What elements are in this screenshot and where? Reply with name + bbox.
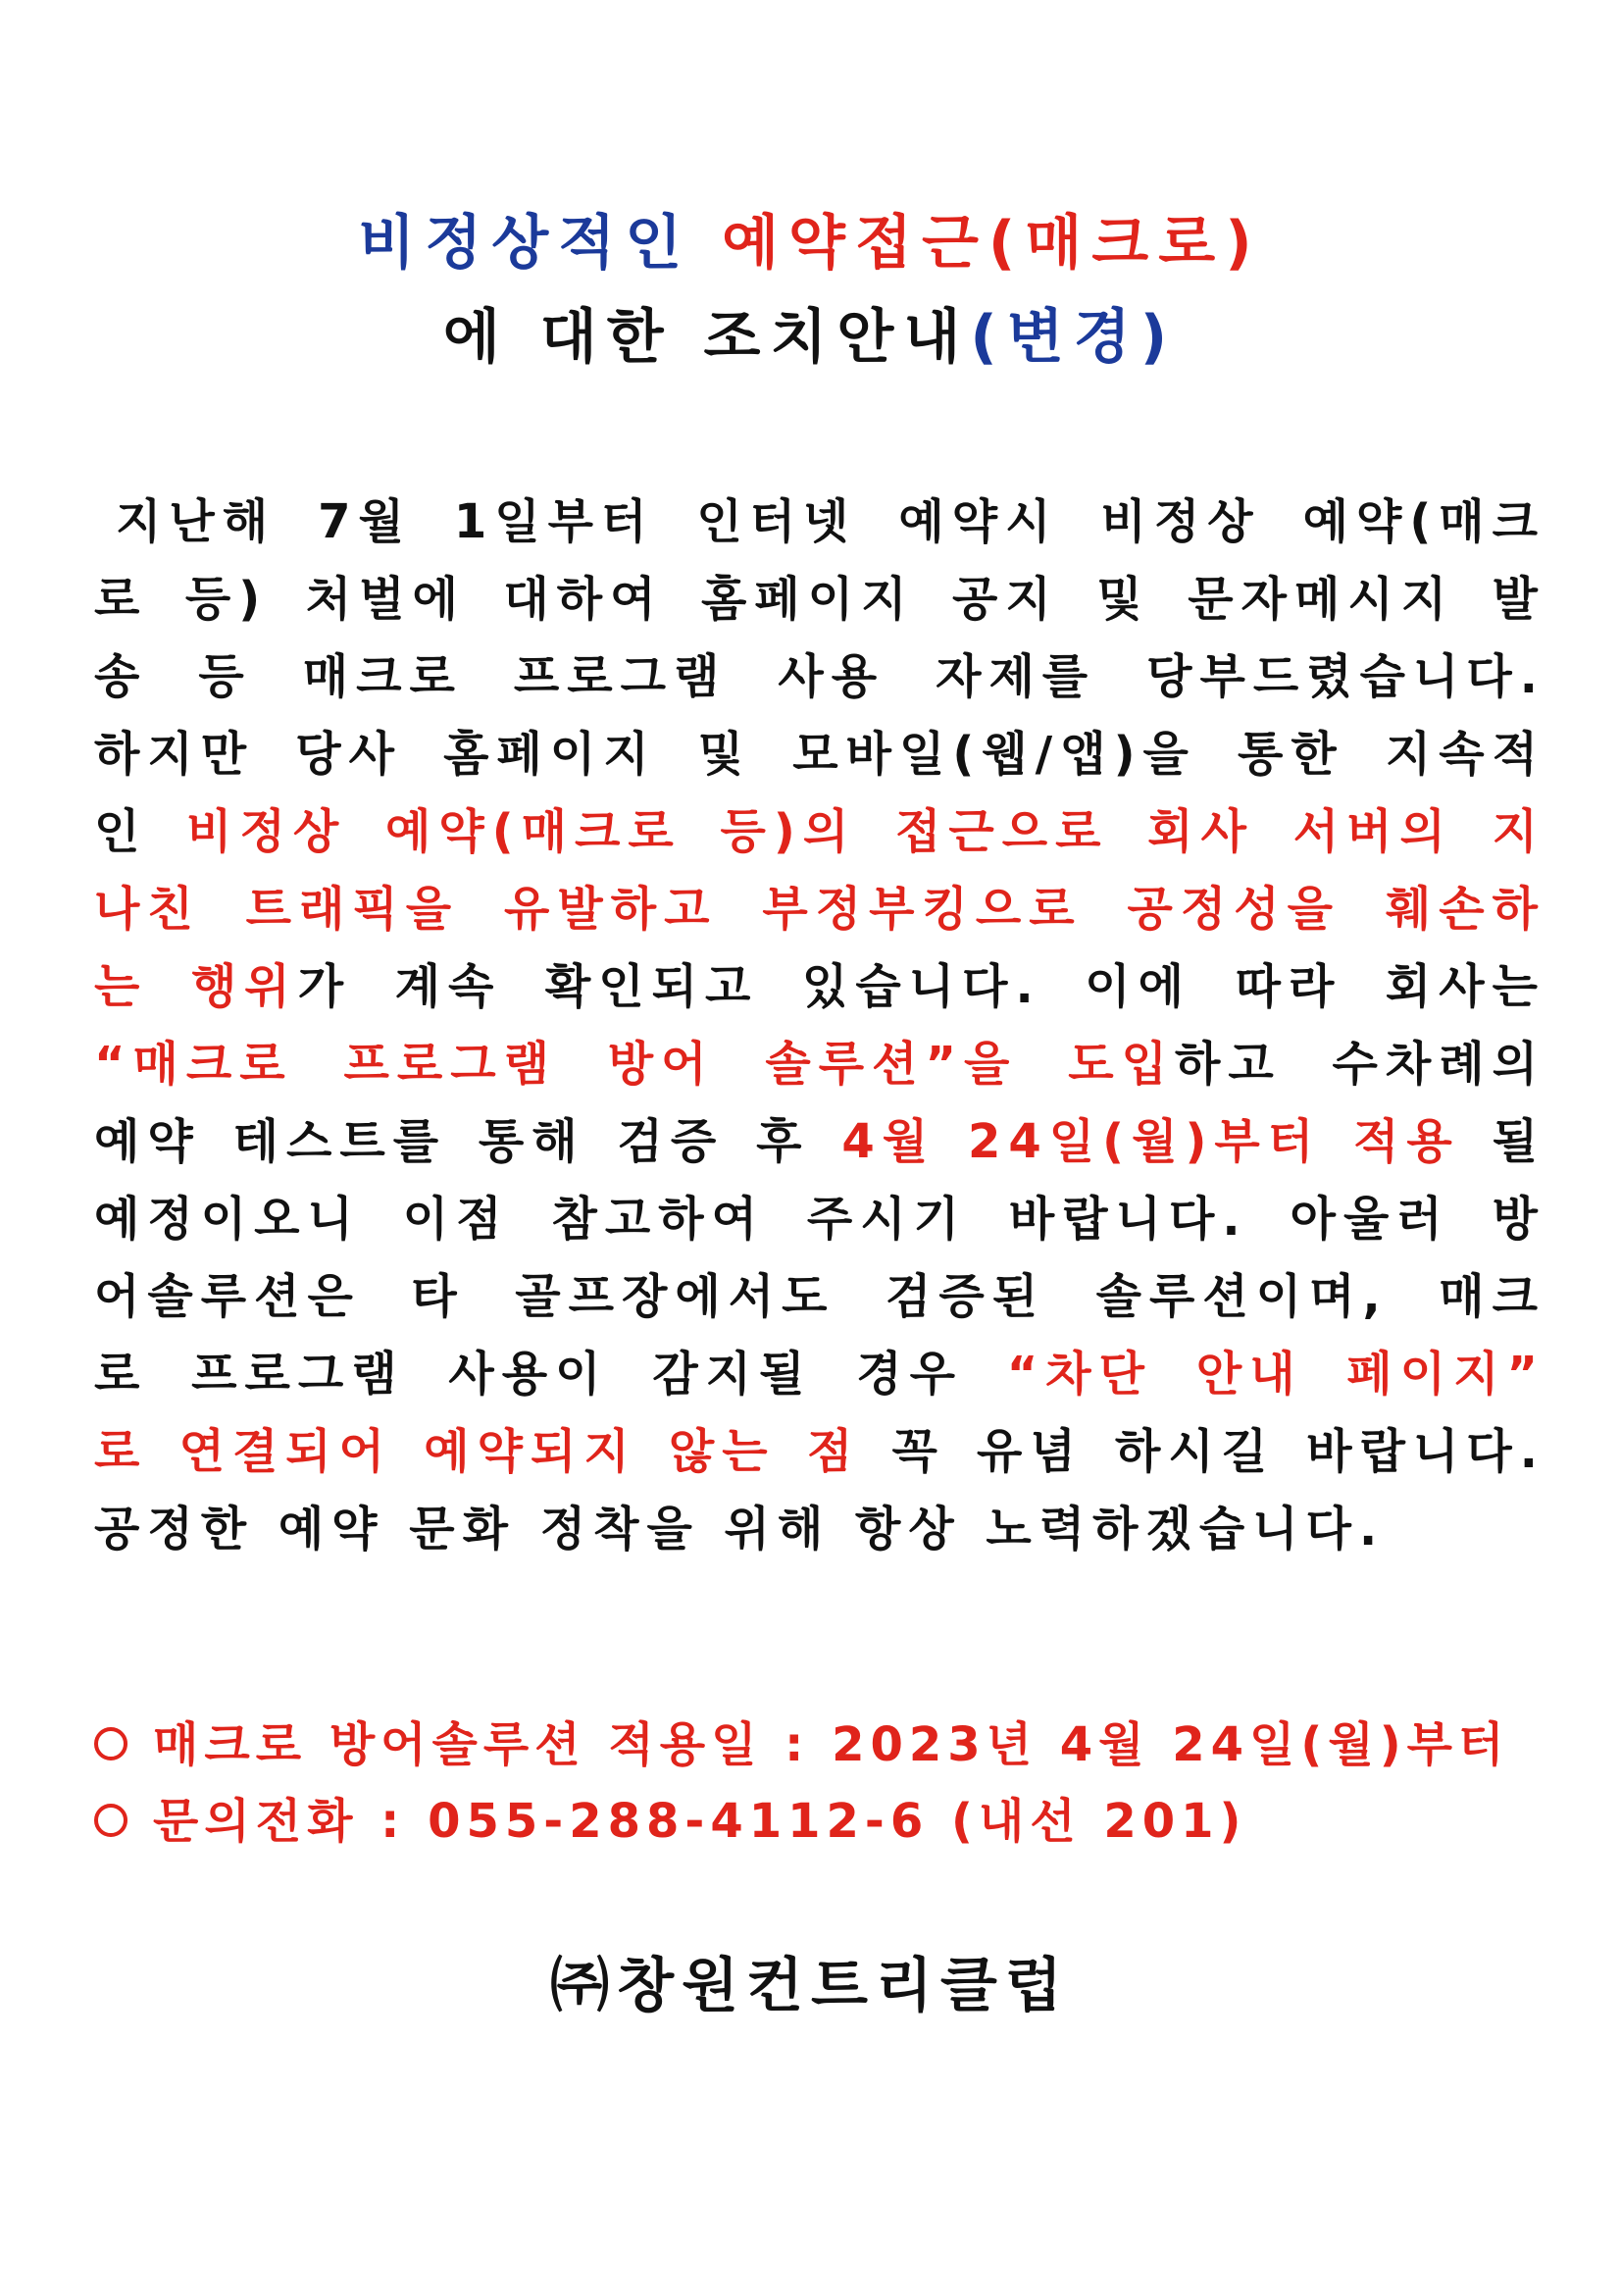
body-segment: 는 행위: [94, 959, 298, 1014]
body-segment: “매크로 프로그램 방어 솔루션”을 도입: [94, 1037, 1175, 1092]
body-segment: 인: [94, 804, 187, 859]
body-segment: 나친 트래픽을 유발하고 부정부킹으로 공정성을 훼손하: [94, 882, 1545, 937]
circle-bullet-icon: [94, 1804, 127, 1837]
body-line: [94, 716, 1545, 793]
body-segment: 예정이오니 이점 참고하여 주시기 바랍니다. 아울러 방: [94, 1192, 1545, 1247]
body-line: [94, 1181, 1545, 1258]
body-line: [94, 638, 1545, 716]
info-item-apply-date: [94, 1707, 1545, 1783]
title-segment: 에 대한 조치안내: [442, 303, 971, 372]
info-text: 문의전화 : 055-288-4112-6 (내선 201): [153, 1794, 1247, 1849]
body-segment: 4월 24일(월)부터 적용: [841, 1114, 1460, 1169]
body-line: [94, 561, 1545, 638]
notice-body: [94, 484, 1545, 1568]
body-segment: 꼭 유념 하시길 바랍니다.: [860, 1424, 1545, 1479]
body-line: [94, 1026, 1545, 1103]
company-name: ㈜창원컨트리클럽: [550, 1952, 1070, 2020]
body-segment: 예약 테스트를 통해 검증 후: [94, 1114, 842, 1169]
notice-title: [0, 196, 1620, 384]
body-segment: 송 등 매크로 프로그램 사용 자제를 당부드렸습니다.: [94, 649, 1545, 704]
body-line: [94, 1103, 1545, 1181]
body-segment: 지난해 7월 1일부터 인터넷 예약시 비정상 예약(매크: [116, 494, 1545, 549]
body-line: [94, 1258, 1545, 1336]
body-segment: 될: [1459, 1114, 1545, 1169]
body-segment: 로 프로그램 사용이 감지될 경우: [94, 1347, 1007, 1402]
title-segment: (변경): [970, 303, 1178, 372]
circle-bullet-icon: [94, 1727, 127, 1760]
info-list: [94, 1707, 1545, 1860]
body-line: [94, 793, 1545, 871]
body-segment: “차단 안내 페이지”: [1006, 1347, 1546, 1402]
title-line-1: [0, 196, 1620, 290]
body-segment: 하고 수차례의: [1174, 1037, 1545, 1092]
body-segment: 로 등) 처벌에 대하여 홈페이지 공지 및 문자메시지 발: [94, 572, 1545, 627]
body-line: [94, 1336, 1545, 1413]
body-segment: 하지만 당사 홈페이지 및 모바일(웹/앱)을 통한 지속적: [94, 727, 1545, 782]
body-segment: 로 연결되어 예약되지 않는 점: [94, 1424, 861, 1479]
title-segment: 예약접근(매크로): [722, 209, 1262, 278]
body-segment: 비정상 예약(매크로 등)의 접근으로 회사 서버의 지: [186, 804, 1545, 859]
body-line: [94, 1491, 1545, 1568]
info-text: 매크로 방어솔루션 적용일 : 2023년 4월 24일(월)부터: [153, 1717, 1510, 1772]
body-segment: 어솔루션은 타 골프장에서도 검증된 솔루션이며, 매크: [94, 1269, 1545, 1324]
body-line: [94, 1413, 1545, 1491]
body-line: [94, 871, 1545, 948]
title-segment: 비정상적인: [358, 209, 723, 278]
info-item-contact: [94, 1783, 1545, 1860]
body-line: [94, 948, 1545, 1026]
body-line: [94, 484, 1545, 561]
title-line-2: [0, 290, 1620, 384]
body-segment: 가 계속 확인되고 있습니다. 이에 따라 회사는: [297, 959, 1545, 1014]
body-segment: 공정한 예약 문화 정착을 위해 항상 노력하겠습니다.: [94, 1502, 1386, 1556]
